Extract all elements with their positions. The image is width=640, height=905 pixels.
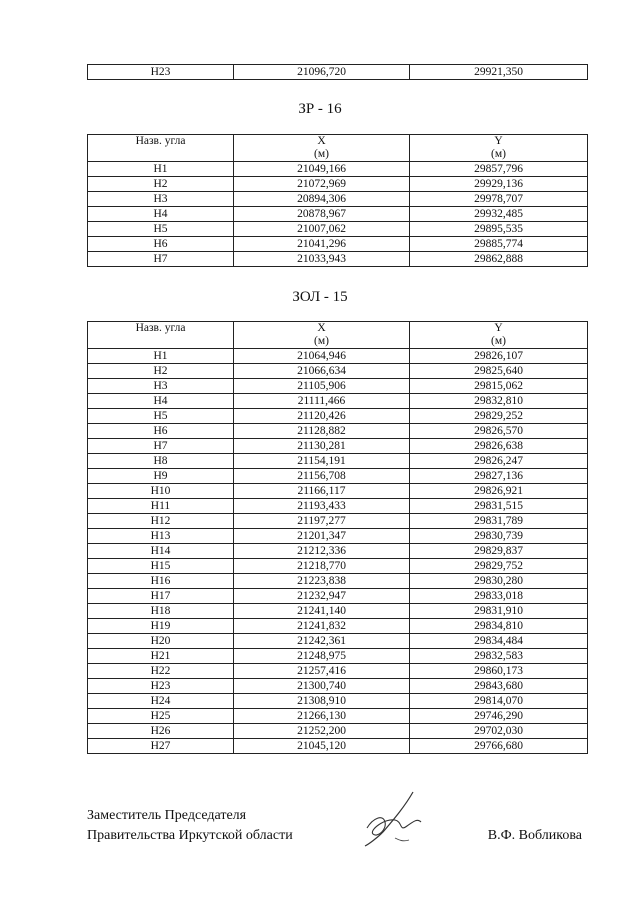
corner-name-cell: Н13	[88, 529, 234, 544]
y-coordinate-cell: 29766,680	[410, 739, 588, 754]
corner-name-header: Назв. угла	[88, 322, 234, 349]
corner-name-cell: Н2	[88, 177, 234, 192]
y-coordinate-cell: 29825,640	[410, 364, 588, 379]
table-row	[88, 222, 588, 237]
corner-name-cell: Н4	[88, 394, 234, 409]
section-title-zr16: ЗР - 16	[298, 101, 342, 117]
x-coordinate-cell: 21033,943	[234, 252, 410, 267]
x-coordinate-cell: 21120,426	[234, 409, 410, 424]
x-coordinate-cell: 21232,947	[234, 589, 410, 604]
table-row	[88, 469, 588, 484]
y-coordinate-cell: 29830,280	[410, 574, 588, 589]
x-coordinate-cell: 21156,708	[234, 469, 410, 484]
corner-name-cell: Н25	[88, 709, 234, 724]
table-row	[88, 544, 588, 559]
x-coordinate-cell: 21111,466	[234, 394, 410, 409]
table-row	[88, 349, 588, 364]
y-coordinate-cell: 29862,888	[410, 252, 588, 267]
y-coordinate-cell: 29827,136	[410, 469, 588, 484]
x-coordinate-cell: 21212,336	[234, 544, 410, 559]
corner-name-cell: Н5	[88, 222, 234, 237]
corner-name-cell: Н12	[88, 514, 234, 529]
corner-name-cell: Н26	[88, 724, 234, 739]
y-coordinate-cell: 29857,796	[410, 162, 588, 177]
x-coordinate-cell: 21064,946	[234, 349, 410, 364]
x-coordinate-cell: 21193,433	[234, 499, 410, 514]
table-row	[88, 409, 588, 424]
y-coordinate-cell: 29826,247	[410, 454, 588, 469]
x-coordinate-cell: 21266,130	[234, 709, 410, 724]
table-row	[88, 192, 588, 207]
table-row	[88, 207, 588, 222]
corner-name-cell: Н2	[88, 364, 234, 379]
y-coordinate-cell: 29815,062	[410, 379, 588, 394]
y-coordinate-cell: 29826,570	[410, 424, 588, 439]
table-row	[88, 634, 588, 649]
y-coordinate-cell: 29895,535	[410, 222, 588, 237]
x-column-header: X (м)	[234, 322, 410, 349]
table-row	[88, 379, 588, 394]
zol15-coordinates-table	[87, 321, 588, 754]
table-row	[88, 162, 588, 177]
x-coordinate-cell: 21223,838	[234, 574, 410, 589]
y-coordinate-cell: 29921,350	[410, 65, 588, 80]
y-coordinate-cell: 29832,810	[410, 394, 588, 409]
y-coordinate-cell: 29978,707	[410, 192, 588, 207]
table-row	[88, 394, 588, 409]
y-coordinate-cell: 29702,030	[410, 724, 588, 739]
corner-name-cell: Н11	[88, 499, 234, 514]
corner-name-cell: Н18	[88, 604, 234, 619]
corner-name-cell: Н27	[88, 739, 234, 754]
y-coordinate-cell: 29814,070	[410, 694, 588, 709]
x-coordinate-cell: 21242,361	[234, 634, 410, 649]
y-coordinate-cell: 29830,739	[410, 529, 588, 544]
y-coordinate-cell: 29831,789	[410, 514, 588, 529]
table-row	[88, 589, 588, 604]
x-coordinate-cell: 21096,720	[234, 65, 410, 80]
corner-name-header: Назв. угла	[88, 135, 234, 162]
x-coordinate-cell: 21300,740	[234, 679, 410, 694]
table-row	[88, 664, 588, 679]
signer-position-line-1: Заместитель Председателя	[87, 808, 247, 823]
corner-name-cell: Н6	[88, 237, 234, 252]
x-coordinate-cell: 21241,140	[234, 604, 410, 619]
corner-name-cell: Н19	[88, 619, 234, 634]
corner-name-cell: Н5	[88, 409, 234, 424]
y-coordinate-cell: 29834,484	[410, 634, 588, 649]
x-coordinate-cell: 21241,832	[234, 619, 410, 634]
corner-name-cell: Н24	[88, 694, 234, 709]
table-row	[88, 724, 588, 739]
table-row	[88, 619, 588, 634]
zr16-coordinates-table	[87, 134, 588, 267]
x-coordinate-cell: 21201,347	[234, 529, 410, 544]
corner-name-cell: Н23	[88, 679, 234, 694]
y-coordinate-cell: 29885,774	[410, 237, 588, 252]
corner-name-cell: Н1	[88, 162, 234, 177]
x-coordinate-cell: 21041,296	[234, 237, 410, 252]
table-header-row	[88, 322, 588, 349]
corner-name-cell: Н21	[88, 649, 234, 664]
y-coordinate-cell: 29834,810	[410, 619, 588, 634]
zr16-table-body	[88, 162, 588, 267]
table-row	[88, 499, 588, 514]
x-coordinate-cell: 21049,166	[234, 162, 410, 177]
x-coordinate-cell: 21045,120	[234, 739, 410, 754]
handwritten-signature-icon	[355, 788, 435, 850]
corner-name-cell: Н17	[88, 589, 234, 604]
y-coordinate-cell: 29929,136	[410, 177, 588, 192]
corner-name-cell: Н22	[88, 664, 234, 679]
x-coordinate-cell: 21257,416	[234, 664, 410, 679]
y-coordinate-cell: 29826,921	[410, 484, 588, 499]
table-row	[88, 529, 588, 544]
zol15-table-body	[88, 349, 588, 754]
x-coordinate-cell: 21252,200	[234, 724, 410, 739]
table-row	[88, 252, 588, 267]
signer-name: В.Ф. Вобликова	[487, 828, 582, 843]
corner-name-cell: Н7	[88, 252, 234, 267]
corner-name-cell: Н20	[88, 634, 234, 649]
table-row	[88, 694, 588, 709]
table-row	[88, 439, 588, 454]
corner-name-cell: Н3	[88, 192, 234, 207]
x-column-header: X (м)	[234, 135, 410, 162]
x-coordinate-cell: 21128,882	[234, 424, 410, 439]
table-row	[88, 709, 588, 724]
x-coordinate-cell: 21007,062	[234, 222, 410, 237]
x-coordinate-cell: 21197,277	[234, 514, 410, 529]
corner-name-cell: Н23	[88, 65, 234, 80]
table-row	[88, 484, 588, 499]
y-coordinate-cell: 29829,752	[410, 559, 588, 574]
corner-name-cell: Н14	[88, 544, 234, 559]
x-coordinate-cell: 21166,117	[234, 484, 410, 499]
corner-name-cell: Н1	[88, 349, 234, 364]
corner-name-cell: Н9	[88, 469, 234, 484]
table-header-row	[88, 135, 588, 162]
y-coordinate-cell: 29826,638	[410, 439, 588, 454]
section-title-zol15: ЗОЛ - 15	[292, 289, 348, 305]
corner-name-cell: Н6	[88, 424, 234, 439]
x-coordinate-cell: 20894,306	[234, 192, 410, 207]
corner-name-cell: Н15	[88, 559, 234, 574]
corner-name-cell: Н16	[88, 574, 234, 589]
corner-name-cell: Н10	[88, 484, 234, 499]
y-column-header: Y (м)	[410, 135, 588, 162]
continued-coordinates-table	[87, 64, 588, 80]
x-coordinate-cell: 21248,975	[234, 649, 410, 664]
y-coordinate-cell: 29832,583	[410, 649, 588, 664]
table-row	[88, 65, 588, 80]
table-row	[88, 364, 588, 379]
y-coordinate-cell: 29833,018	[410, 589, 588, 604]
y-coordinate-cell: 29843,680	[410, 679, 588, 694]
table-row	[88, 237, 588, 252]
y-coordinate-cell: 29826,107	[410, 349, 588, 364]
corner-name-cell: Н3	[88, 379, 234, 394]
y-coordinate-cell: 29829,837	[410, 544, 588, 559]
corner-name-cell: Н7	[88, 439, 234, 454]
table-row	[88, 604, 588, 619]
y-coordinate-cell: 29831,515	[410, 499, 588, 514]
y-column-header: Y (м)	[410, 322, 588, 349]
y-coordinate-cell: 29932,485	[410, 207, 588, 222]
corner-name-cell: Н8	[88, 454, 234, 469]
table-row	[88, 574, 588, 589]
y-coordinate-cell: 29831,910	[410, 604, 588, 619]
table-row	[88, 739, 588, 754]
signer-position-line-2: Правительства Иркутской области	[87, 828, 293, 843]
y-coordinate-cell: 29829,252	[410, 409, 588, 424]
table-row	[88, 559, 588, 574]
table-row	[88, 454, 588, 469]
y-coordinate-cell: 29746,290	[410, 709, 588, 724]
y-coordinate-cell: 29860,173	[410, 664, 588, 679]
corner-name-cell: Н4	[88, 207, 234, 222]
table-row	[88, 679, 588, 694]
table-row	[88, 424, 588, 439]
x-coordinate-cell: 21154,191	[234, 454, 410, 469]
x-coordinate-cell: 20878,967	[234, 207, 410, 222]
x-coordinate-cell: 21130,281	[234, 439, 410, 454]
x-coordinate-cell: 21218,770	[234, 559, 410, 574]
x-coordinate-cell: 21072,969	[234, 177, 410, 192]
signer-position	[87, 806, 293, 846]
x-coordinate-cell: 21308,910	[234, 694, 410, 709]
x-coordinate-cell: 21066,634	[234, 364, 410, 379]
table-row	[88, 649, 588, 664]
x-coordinate-cell: 21105,906	[234, 379, 410, 394]
table-row	[88, 177, 588, 192]
table-row	[88, 514, 588, 529]
